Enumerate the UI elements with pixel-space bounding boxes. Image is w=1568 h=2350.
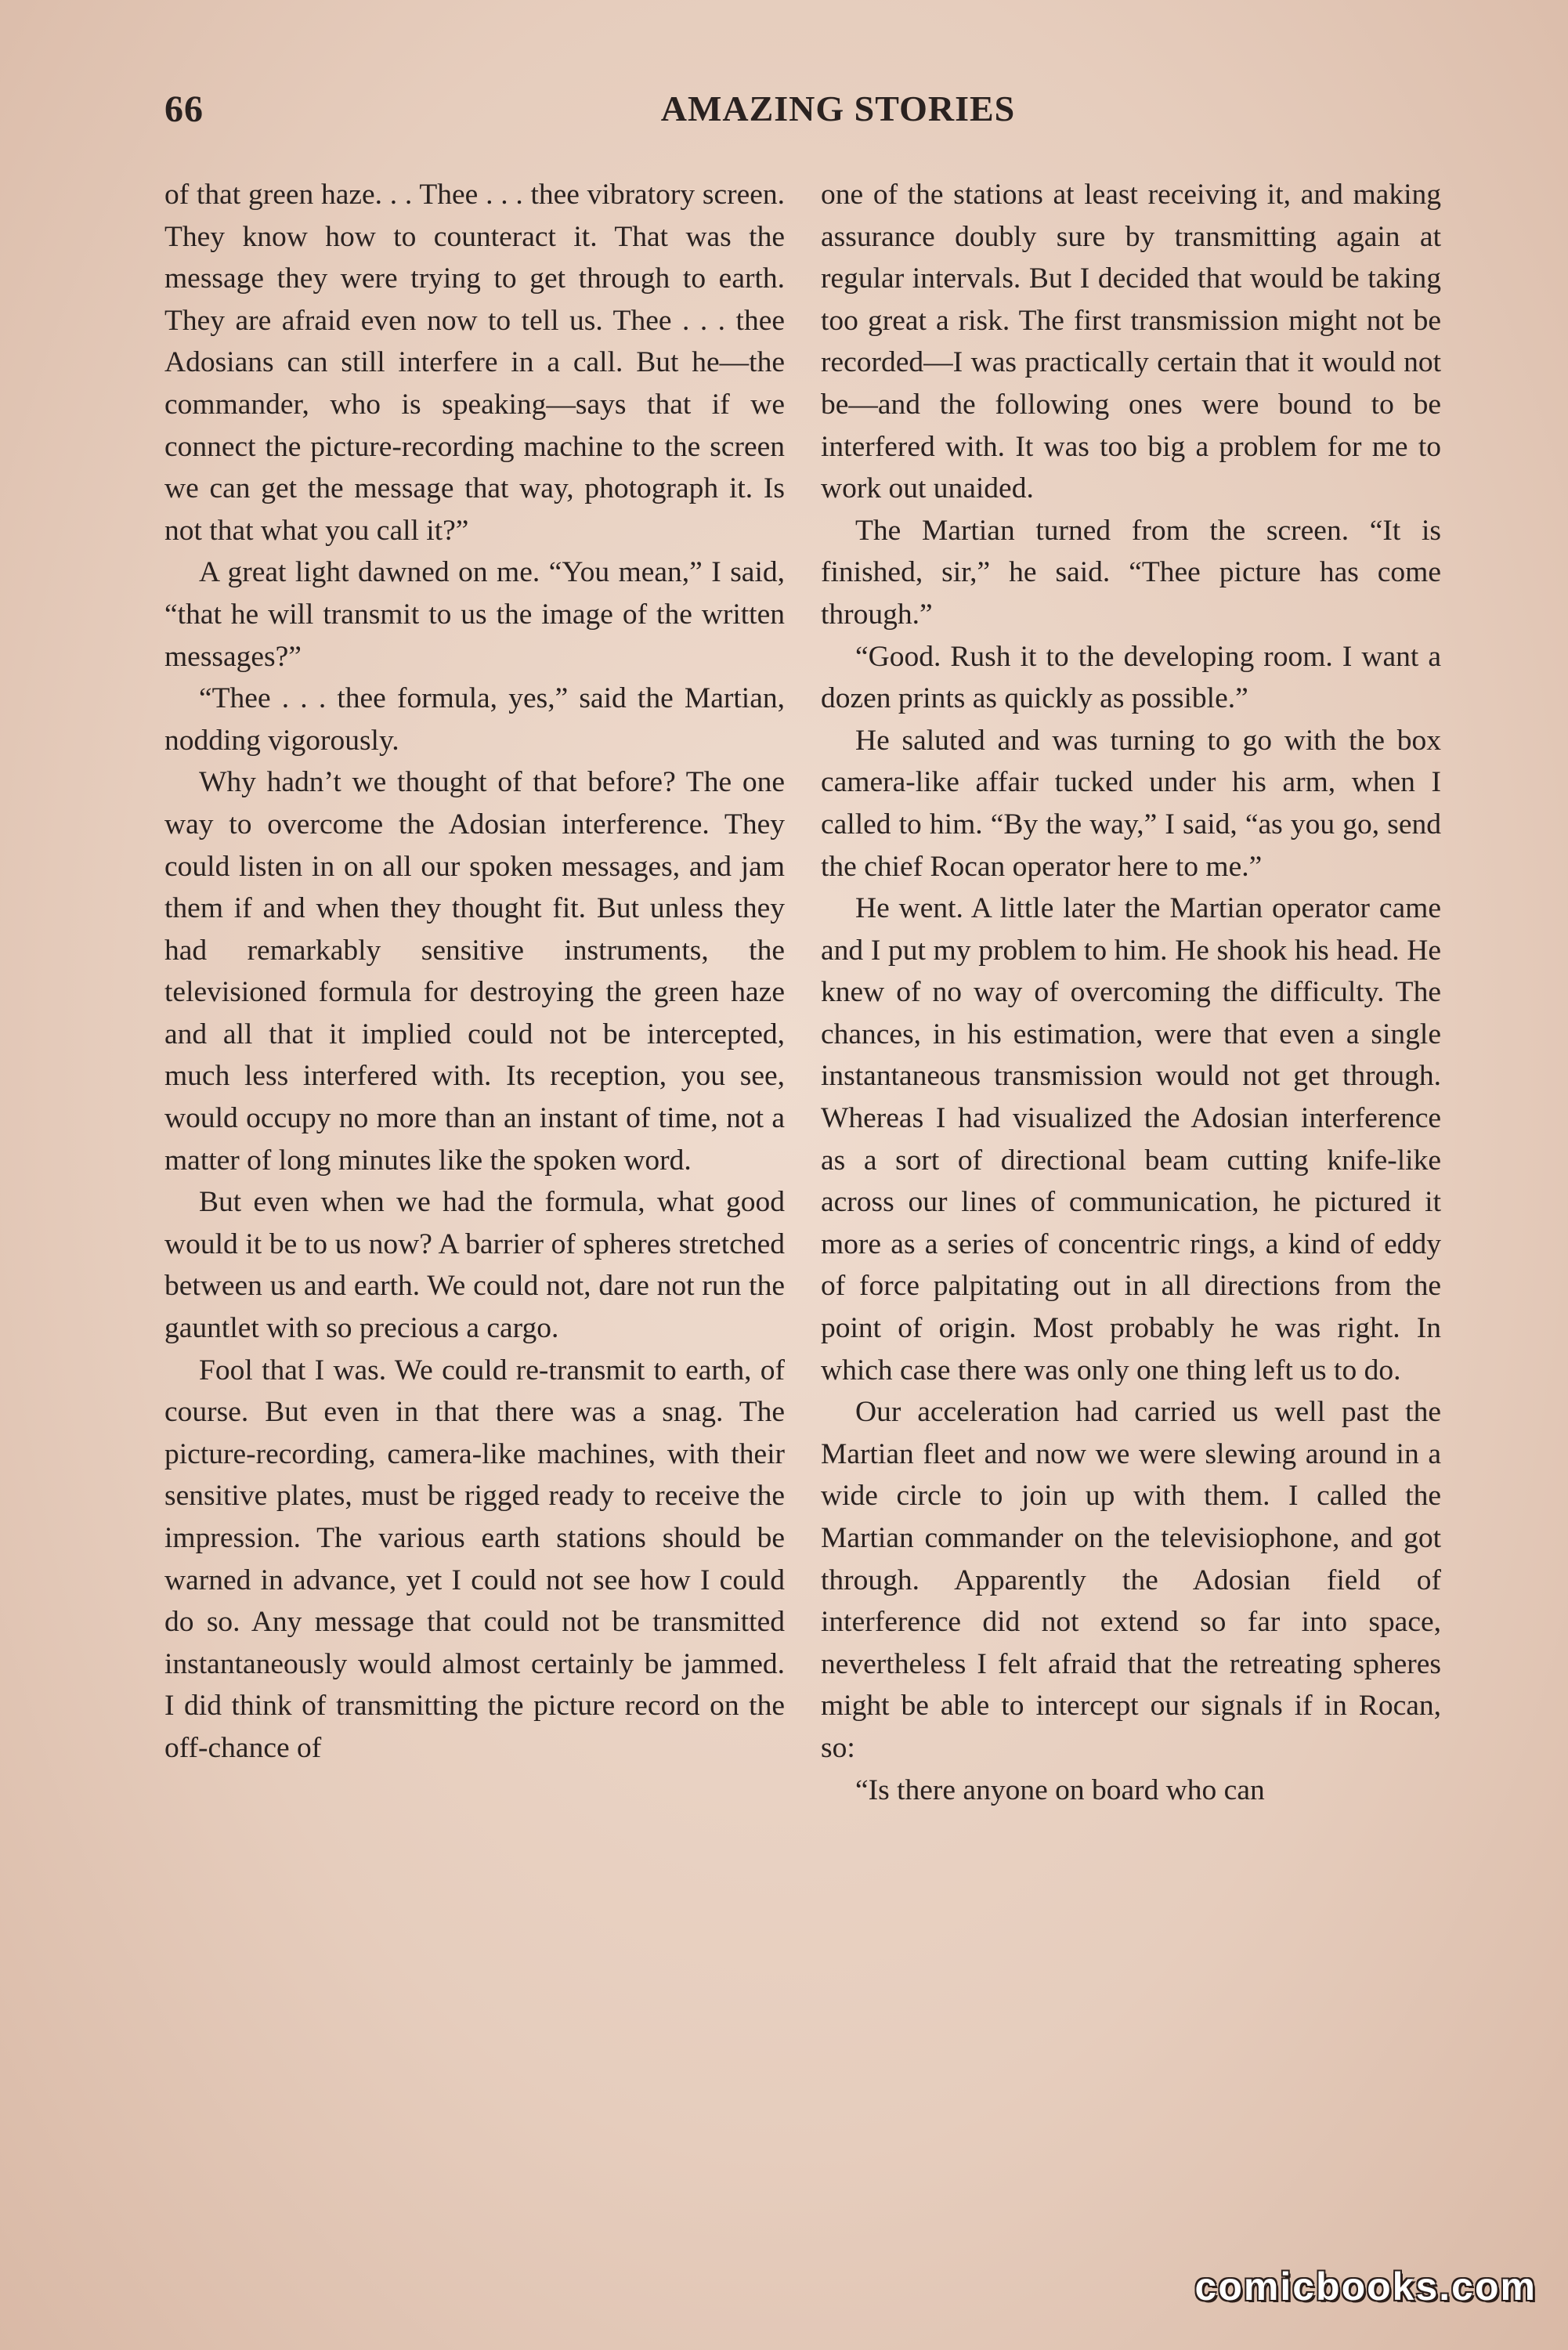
paragraph: “Is there anyone on board who can: [855, 1773, 1265, 1806]
paragraph: But even when we had the formula, what good would it be to us now? A barrier of spheres stretched between us and earth. We could not, dare not run the gauntlet with so precious a cargo.: [164, 1186, 785, 1345]
paragraph: He went. A little later the Martian operator came and I put my problem to him. He shook his head. He knew of no way of overcoming the difficulty. The chances, in his estimation, were that even a single instantaneous transmission would not get through. Whereas I had visualized the Adosian interference as a sort of directional beam cutting knife-like across our lines of communication, he pictured it more as a series of concentric rings, a kind of eddy of force palpitating out in all directions from the point of origin. Most probably he was right. In which case there was only one thing left us to do.: [821, 892, 1441, 1386]
page-header: [164, 88, 1449, 143]
right-column: [821, 174, 1441, 1811]
running-title: AMAZING STORIES: [660, 89, 1016, 128]
watermark: comicbooks.com: [1194, 2265, 1537, 2308]
paragraph: “Good. Rush it to the developing room. I want a dozen prints as quickly as possible.”: [821, 640, 1441, 715]
paragraph: “Thee . . . thee formula, yes,” said the Martian, nodding vigorously.: [164, 682, 785, 757]
paragraph: Why hadn’t we thought of that before? The one way to overcome the Adosian interference. They could listen in on all our spoken messages, and jam them if and when they thought fit. But unless they had remarkably sensitive instruments, the televisioned formula for destroying the green haze and all that it implied could not be intercepted, much less interfered with. Its reception, you see, would occupy no more than an instant of time, not a matter of long minutes like the spoken word.: [164, 766, 785, 1177]
paragraph: of that green haze. . . Thee . . . thee vibratory screen. They know how to counteract it. That was the message they were trying to get through to earth. They are afraid even now to tell us. Thee . . . thee Adosians can still interfere in a call. But he—the commander, who is speaking—says that if we connect the picture-recording machine to the screen we can get the message that way, photograph it. Is not that what you call it?”: [164, 179, 785, 547]
paragraph: A great light dawned on me. “You mean,” I said, “that he will transmit to us the image of the written messages?”: [164, 556, 785, 673]
page-number: 66: [164, 89, 204, 130]
left-column: [164, 174, 785, 1770]
paragraph: He saluted and was turning to go with the box camera-like affair tucked under his arm, when I called to him. “By the way,” I said, “as you go, send the chief Rocan operator here to me.”: [821, 724, 1441, 883]
paragraph: Fool that I was. We could re-transmit to earth, of course. But even in that there was a snag. The picture-recording, camera-like machines, with their sensitive plates, must be rigged ready to receive the impression. The various earth stations should be warned in advance, yet I could not see how I could do so. Any message that could not be transmitted instantaneously would almost certainly be jammed. I did think of transmitting the picture record on the off-chance of: [164, 1354, 785, 1764]
paragraph: one of the stations at least receiving it, and making assurance doubly sure by transmitting again at regular intervals. But I decided that would be taking too great a risk. The first transmission might not be recorded—I was practically certain that it would not be—and the following ones were bound to be interfered with. It was too big a problem for me to work out unaided.: [821, 179, 1441, 505]
paragraph: Our acceleration had carried us well past the Martian fleet and now we were slewing around in a wide circle to join up with them. I called the Martian commander on the televisiophone, and got through. Apparently the Adosian field of interference did not extend so far into space, nevertheless I felt afraid that the retreating spheres might be able to intercept our signals if in Rocan, so:: [821, 1396, 1441, 1764]
paragraph: The Martian turned from the screen. “It is finished, sir,” he said. “Thee picture has come through.”: [821, 514, 1441, 631]
